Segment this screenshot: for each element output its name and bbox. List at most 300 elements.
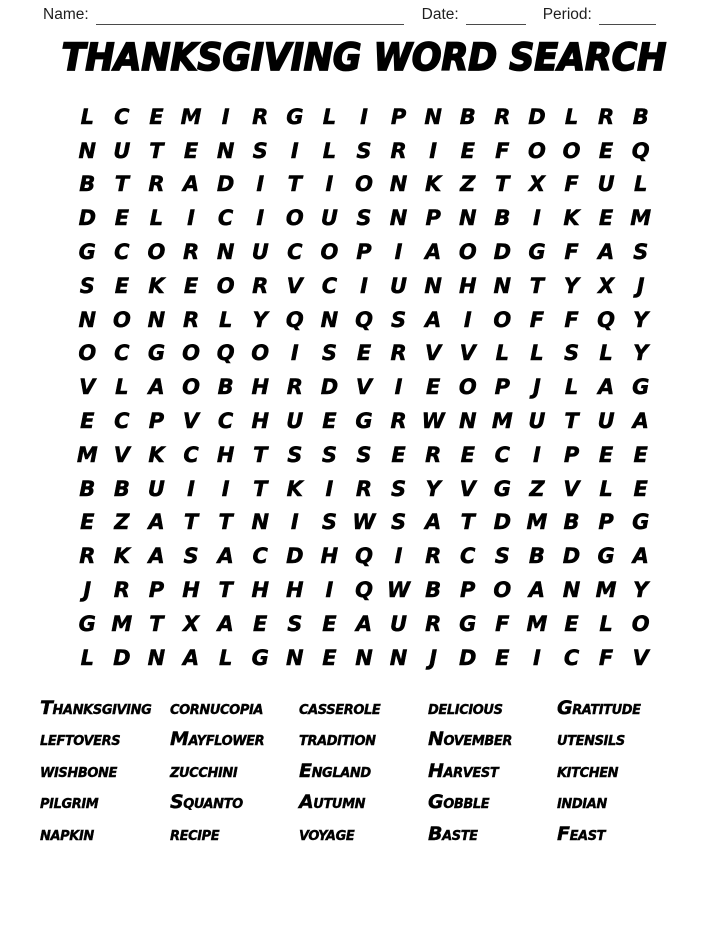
grid-letter: L [115,375,129,400]
grid-letter: D [320,375,339,400]
grid-letter: E [495,645,510,670]
grid-letter: A [355,611,373,636]
grid-letter: E [391,442,406,467]
grid-letter: Z [114,510,130,535]
grid-letter: S [183,544,199,569]
grid-letter: N [355,645,373,670]
grid-letter: F [564,240,579,265]
grid-letter: I [429,138,438,163]
grid-letter: W [421,409,445,434]
grid-letter: U [251,240,269,265]
word-list-item: voyage [299,822,355,845]
grid-letter: P [148,409,165,434]
grid-letter: B [528,544,545,569]
grid-letter: T [149,138,164,163]
grid-letter: V [286,273,303,298]
word-list-item: Baste [428,822,478,845]
grid-letter: R [148,172,165,197]
grid-letter: R [390,138,407,163]
grid-letter: B [494,206,511,231]
grid-letter: L [80,645,94,670]
word-list-item: Harvest [428,759,499,782]
grid-letter: C [321,273,338,298]
grid-letter: D [78,206,96,231]
grid-letter: N [320,307,339,332]
grid-letter: N [147,645,166,670]
word-list [40,692,695,850]
grid-letter: K [563,206,580,231]
grid-letter: A [148,375,165,400]
grid-letter: K [286,476,303,501]
grid-letter: I [256,206,265,231]
grid-letter: A [632,409,649,434]
grid-letter: I [394,240,403,265]
grid-letter: L [634,172,648,197]
grid-letter: M [526,611,548,636]
grid-letter: A [182,172,200,197]
grid-letter: R [425,544,442,569]
grid-letter: G [251,645,269,670]
grid-letter: T [564,409,579,434]
grid-letter: N [562,578,581,603]
grid-letter: S [633,240,649,265]
grid-letter: S [563,341,580,366]
grid-letter: R [182,307,200,332]
grid-letter: T [529,273,545,298]
grid-letter: E [149,104,164,129]
grid-letter: M [526,510,548,535]
grid-letter: X [528,172,546,197]
grid-letter: E [114,273,130,298]
grid-letter: E [253,611,268,636]
letter-grid [70,100,658,675]
grid-letter: V [425,341,442,366]
word-list-item: Gratitude [557,696,641,719]
grid-letter: S [494,544,510,569]
date-blank-field[interactable] [466,9,526,25]
grid-letter: I [463,307,472,332]
grid-letter: F [495,611,510,636]
grid-letter: W [352,510,376,535]
grid-letter: D [562,544,581,569]
grid-letter: Y [252,307,268,332]
grid-letter: L [495,341,510,366]
grid-letter: C [252,544,268,569]
grid-letter: T [114,172,130,197]
grid-letter: I [533,206,541,231]
grid-letter: T [183,510,199,535]
word-list-item: zucchini [170,759,238,782]
grid-letter: Y [425,476,441,501]
grid-letter: I [290,138,299,163]
grid-letter: U [597,172,615,197]
grid-letter: A [425,307,442,332]
grid-letter: H [251,578,270,603]
grid-letter: T [287,172,302,197]
grid-letter: O [562,138,581,163]
grid-letter: Q [631,138,650,163]
grid-letter: M [491,409,513,434]
grid-letter: B [113,476,130,501]
grid-letter: G [147,341,166,366]
word-list-item: Gobble [428,791,490,814]
grid-letter: V [563,476,580,501]
grid-letter: O [528,138,546,163]
grid-letter: E [460,442,475,467]
name-blank-field[interactable] [96,9,404,25]
grid-letter: T [149,611,164,636]
grid-letter: N [424,104,442,129]
grid-letter: M [111,611,133,636]
grid-letter: D [286,544,304,569]
grid-letter: R [390,341,407,366]
grid-letter: L [80,104,94,129]
grid-letter: J [533,375,541,400]
grid-letter: C [114,409,130,434]
grid-letter: N [493,273,512,298]
grid-letter: G [597,544,615,569]
grid-letter: D [459,645,477,670]
grid-letter: I [290,510,299,535]
grid-letter: U [147,476,165,501]
grid-letter: R [425,611,442,636]
word-list-item: Feast [557,822,606,845]
grid-letter: N [458,206,477,231]
grid-letter: C [183,442,199,467]
name-label: Name: [43,6,89,23]
grid-letter: W [386,578,411,603]
grid-letter: Y [633,341,649,366]
grid-letter: F [598,645,614,670]
grid-letter: E [425,375,441,400]
grid-letter: A [217,544,234,569]
grid-letter: E [460,138,475,163]
grid-letter: Q [355,544,373,569]
grid-letter: U [390,611,408,636]
grid-letter: V [459,341,476,366]
grid-letter: E [183,273,199,298]
grid-letter: O [320,240,339,265]
grid-letter: O [182,341,200,366]
grid-letter: A [632,544,649,569]
grid-letter: L [149,206,164,231]
grid-letter: O [216,273,235,298]
grid-letter: L [322,104,337,129]
grid-letter: Z [460,172,476,197]
grid-letter: T [495,172,510,197]
grid-letter: I [325,578,334,603]
grid-letter: X [182,611,200,636]
grid-letter: H [251,409,270,434]
grid-letter: B [632,104,649,129]
grid-letter: E [633,442,648,467]
grid-letter: D [493,240,512,265]
grid-letter: P [494,375,511,400]
word-list-item: November [428,728,512,751]
grid-letter: V [459,476,476,501]
grid-letter: A [148,510,165,535]
grid-letter: E [322,645,337,670]
word-list-item: delicious [428,696,503,719]
grid-letter: C [114,240,130,265]
grid-letter: R [182,240,200,265]
grid-letter: D [113,645,131,670]
grid-letter: I [360,104,368,129]
grid-letter: O [458,240,477,265]
grid-letter: I [221,476,230,501]
grid-letter: S [356,206,372,231]
grid-letter: O [251,341,270,366]
grid-letter: P [356,240,372,265]
grid-letter: G [459,611,477,636]
word-list-item: napkin [40,822,94,845]
grid-letter: Y [633,578,649,603]
word-list-item: tradition [299,728,376,751]
grid-letter: N [147,307,166,332]
grid-letter: N [286,645,304,670]
grid-letter: D [528,104,546,129]
word-list-item: kitchen [557,759,619,782]
grid-letter: I [394,375,403,400]
grid-letter: P [390,104,407,129]
grid-letter: H [251,375,270,400]
period-label: Period: [542,6,592,23]
grid-letter: U [113,138,131,163]
grid-letter: D [493,510,512,535]
grid-letter: S [391,510,407,535]
word-list-item: recipe [170,822,220,845]
word-list-item: cornucopia [170,696,264,719]
grid-letter: Z [529,476,545,501]
grid-letter: E [598,442,614,467]
grid-letter: A [182,645,200,670]
grid-letter: F [564,172,579,197]
grid-letter: K [425,172,442,197]
grid-letter: F [564,307,579,332]
grid-letter: P [460,578,476,603]
grid-letter: X [598,273,615,298]
word-list-item: casserole [299,696,381,719]
date-label: Date: [421,6,459,23]
grid-letter: O [182,375,200,400]
grid-letter: O [147,240,166,265]
grid-letter: I [221,104,230,129]
grid-letter: P [598,510,614,535]
grid-letter: L [530,341,544,366]
grid-letter: I [187,476,195,501]
grid-letter: N [78,307,97,332]
grid-letter: N [216,138,235,163]
grid-letter: O [355,172,373,197]
grid-letter: G [78,240,96,265]
grid-letter: U [597,409,615,434]
word-list-item: indian [557,791,607,814]
word-list-item: pilgrim [40,791,99,814]
grid-letter: L [599,476,613,501]
grid-letter: S [79,273,95,298]
grid-letter: Q [216,341,235,366]
grid-letter: H [458,273,477,298]
grid-letter: C [494,442,511,467]
grid-letter: H [286,578,304,603]
grid-letter: L [564,104,579,129]
grid-letter: J [636,273,645,298]
grid-letter: E [598,138,614,163]
grid-letter: R [252,273,269,298]
grid-letter: R [79,544,96,569]
grid-letter: S [321,341,337,366]
grid-letter: T [218,510,233,535]
grid-letter: L [564,375,579,400]
grid-letter: C [114,104,130,129]
grid-letter: I [256,172,265,197]
grid-letter: M [180,104,202,129]
grid-letter: K [113,544,131,569]
grid-letter: D [216,172,235,197]
grid-letter: N [389,172,408,197]
grid-letter: R [286,375,303,400]
grid-letter: R [355,476,373,501]
grid-letter: E [183,138,199,163]
grid-letter: I [290,341,299,366]
grid-letter: B [425,578,442,603]
grid-letter: U [320,206,338,231]
grid-letter: S [252,138,268,163]
grid-letter: F [529,307,545,332]
grid-letter: Q [355,578,373,603]
grid-letter: B [79,172,96,197]
grid-letter: N [251,510,270,535]
period-blank-field[interactable] [599,9,656,25]
grid-letter: L [322,138,337,163]
grid-letter: J [83,578,92,603]
grid-letter: G [632,510,650,535]
grid-letter: R [598,104,615,129]
grid-letter: E [80,409,95,434]
grid-letter: R [425,442,442,467]
grid-letter: P [425,206,441,231]
grid-letter: R [494,104,511,129]
grid-letter: N [216,240,235,265]
grid-letter: E [598,206,614,231]
grid-letter: I [533,645,541,670]
grid-letter: S [321,442,337,467]
grid-letter: P [148,578,165,603]
word-list-item: Thanksgiving [40,696,152,719]
grid-letter: H [182,578,200,603]
grid-letter: T [460,510,475,535]
grid-letter: N [78,138,97,163]
grid-letter: M [595,578,617,603]
grid-letter: M [630,206,652,231]
word-list-item: wishbone [40,759,117,782]
grid-letter: E [80,510,95,535]
grid-letter: Y [633,307,649,332]
grid-letter: A [528,578,546,603]
grid-letter: G [355,409,373,434]
grid-letter: A [597,240,615,265]
grid-letter: N [458,409,477,434]
worksheet-header [43,6,688,25]
word-list-item: Squanto [170,791,243,814]
grid-letter: S [356,442,372,467]
grid-letter: I [394,544,403,569]
grid-letter: L [218,307,233,332]
grid-letter: Q [597,307,616,332]
grid-letter: U [390,273,408,298]
grid-letter: O [493,307,512,332]
grid-letter: U [286,409,304,434]
grid-letter: P [563,442,580,467]
grid-letter: B [563,510,580,535]
grid-letter: V [79,375,96,400]
grid-letter: B [217,375,234,400]
grid-letter: S [321,510,337,535]
grid-letter: V [355,375,373,400]
grid-letter: L [218,645,233,670]
grid-letter: B [459,104,476,129]
grid-letter: G [78,611,96,636]
page-title: THANKSGIVING WORD SEARCH [61,36,667,79]
grid-letter: S [391,476,407,501]
grid-letter: A [425,240,442,265]
grid-letter: S [356,138,372,163]
grid-letter: E [322,409,337,434]
grid-letter: G [632,375,650,400]
grid-letter: H [320,544,339,569]
grid-letter: G [493,476,511,501]
grid-letter: V [113,442,130,467]
grid-letter: Q [355,307,373,332]
grid-letter: B [79,476,96,501]
grid-letter: A [425,510,442,535]
word-list-item: Autumn [299,791,366,814]
grid-letter: O [112,307,131,332]
grid-letter: H [216,442,235,467]
grid-letter: K [148,273,165,298]
grid-letter: T [218,578,233,603]
grid-letter: E [114,206,130,231]
grid-letter: R [113,578,130,603]
grid-letter: E [633,476,648,501]
grid-letter: G [286,104,304,129]
grid-letter: S [287,611,303,636]
grid-letter: V [182,409,200,434]
grid-letter: U [528,409,546,434]
word-list-item: utensils [557,728,625,751]
grid-letter: Y [563,273,580,298]
grid-letter: O [78,341,97,366]
grid-letter: O [458,375,477,400]
grid-letter: R [390,409,407,434]
grid-letter: F [495,138,510,163]
grid-letter: E [564,611,579,636]
grid-letter: O [631,611,650,636]
grid-letter: E [356,341,372,366]
grid-letter: A [217,611,234,636]
grid-letter: C [287,240,303,265]
grid-letter: I [360,273,368,298]
grid-letter: E [322,611,337,636]
grid-letter: N [389,206,408,231]
grid-letter: G [528,240,546,265]
grid-letter: L [599,611,613,636]
grid-letter: M [76,442,98,467]
grid-letter: S [287,442,303,467]
grid-letter: C [460,544,476,569]
grid-letter: I [325,476,334,501]
word-list-item: leftovers [40,728,121,751]
